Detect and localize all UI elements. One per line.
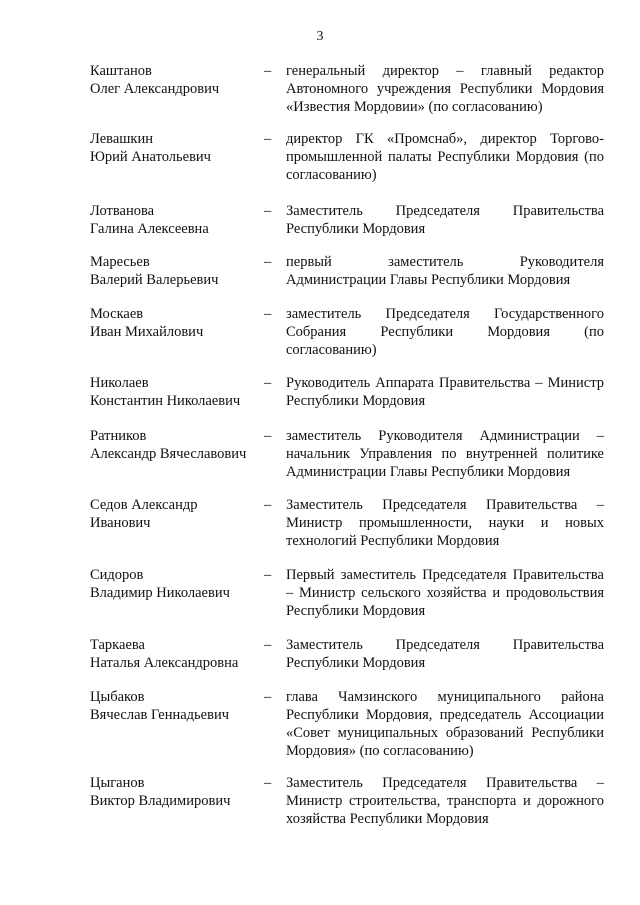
member-role (286, 636, 604, 672)
role-line: Администрации Главы Республики Мордовия (286, 272, 571, 288)
entry-dash: – (264, 254, 272, 270)
member-given-name: Владимир Николаевич (90, 585, 230, 601)
role-line: «Совет муниципальных образований Республики (286, 725, 604, 741)
member-given-name: Галина Алексеевна (90, 221, 209, 237)
member-name (90, 253, 260, 289)
entry-dash: – (264, 689, 272, 705)
member-role (286, 253, 604, 289)
member-role (286, 566, 604, 620)
role-line: Министр промышленности, науки и новых (286, 515, 604, 531)
member-name (90, 374, 260, 410)
page-number: 3 (316, 29, 324, 44)
role-line: генеральный директор – главный редактор (286, 63, 604, 79)
member-role (286, 688, 604, 760)
member-role (286, 496, 604, 550)
member-given-name: Валерий Валерьевич (90, 272, 219, 288)
role-line: Первый заместитель Председателя Правительства (286, 567, 604, 583)
member-name (90, 496, 260, 532)
role-line: заместитель Руководителя Администрации – (286, 428, 604, 444)
role-line: согласованию) (286, 167, 377, 183)
member-name (90, 202, 260, 238)
member-given-name: Виктор Владимирович (90, 793, 231, 809)
member-surname: Маресьев (90, 254, 150, 270)
member-given-name: Юрий Анатольевич (90, 149, 211, 165)
role-line: заместитель Председателя Государственного (286, 306, 604, 322)
member-role (286, 427, 604, 481)
role-line: технологий Республики Мордовия (286, 533, 500, 549)
role-line: Республики Мордовия, председатель Ассоциации (286, 707, 604, 723)
role-line: Мордовия» (по согласованию) (286, 743, 474, 759)
member-role (286, 774, 604, 828)
member-name (90, 688, 260, 724)
member-surname: Левашкин (90, 131, 153, 147)
member-surname: Цыганов (90, 775, 145, 791)
member-role (286, 62, 604, 116)
member-surname: Москаев (90, 306, 144, 322)
role-line: Заместитель Председателя Правительства – (286, 775, 604, 791)
role-line: Собрания Республики Мордовия (по (286, 324, 604, 340)
member-surname: Таркаева (90, 637, 145, 653)
member-given-name: Олег Александрович (90, 81, 220, 97)
member-name (90, 130, 260, 166)
member-surname: Каштанов (90, 63, 152, 79)
member-name (90, 62, 260, 98)
role-line: Заместитель Председателя Правительства (286, 637, 604, 653)
member-surname: Николаев (90, 375, 149, 391)
role-line: Республики Мордовия (286, 603, 426, 619)
member-name (90, 566, 260, 602)
member-surname: Сидоров (90, 567, 144, 583)
entry-dash: – (264, 497, 272, 513)
role-line: Администрации Главы Республики Мордовия (286, 464, 571, 480)
role-line: Министр строительства, транспорта и дорожного (286, 793, 604, 809)
member-surname: Седов Александр (90, 497, 198, 513)
role-line: Республики Мордовия (286, 393, 426, 409)
entry-dash: – (264, 775, 272, 791)
role-line: «Известия Мордовии» (по согласованию) (286, 99, 543, 115)
member-name (90, 427, 260, 463)
member-surname: Ратников (90, 428, 147, 444)
role-line: Руководитель Аппарата Правительства – Министр (286, 375, 604, 391)
entry-dash: – (264, 306, 272, 322)
entry-dash: – (264, 203, 272, 219)
role-line: – Министр сельского хозяйства и продовольствия (286, 585, 604, 601)
entry-dash: – (264, 428, 272, 444)
role-line: Республики Мордовия (286, 221, 426, 237)
role-line: хозяйства Республики Мордовия (286, 811, 489, 827)
member-given-name: Вячеслав Геннадьевич (90, 707, 230, 723)
member-name (90, 774, 260, 810)
member-role (286, 130, 604, 184)
entry-dash: – (264, 375, 272, 391)
role-line: промышленной палаты Республики Мордовия (по (286, 149, 604, 165)
role-line: первый заместитель Руководителя (286, 254, 604, 270)
entry-dash: – (264, 637, 272, 653)
member-role (286, 202, 604, 238)
entry-dash: – (264, 63, 272, 79)
member-given-name: Иванович (90, 515, 151, 531)
member-given-name: Константин Николаевич (90, 393, 241, 409)
member-name (90, 305, 260, 341)
role-line: начальник Управления по внутренней политике (286, 446, 604, 462)
member-given-name: Наталья Александровна (90, 655, 239, 671)
role-line: директор ГК «Промснаб», директор Торгово- (286, 131, 604, 147)
role-line: Заместитель Председателя Правительства – (286, 497, 604, 513)
member-given-name: Иван Михайлович (90, 324, 204, 340)
member-surname: Цыбаков (90, 689, 145, 705)
role-line: Автономного учреждения Республики Мордовия (286, 81, 604, 97)
role-line: согласованию) (286, 342, 377, 358)
member-name (90, 636, 260, 672)
entry-dash: – (264, 131, 272, 147)
member-role (286, 374, 604, 410)
role-line: глава Чамзинского муниципального района (286, 689, 604, 705)
member-surname: Лотванова (90, 203, 155, 219)
member-given-name: Александр Вячеславович (90, 446, 247, 462)
member-role (286, 305, 604, 359)
role-line: Заместитель Председателя Правительства (286, 203, 604, 219)
role-line: Республики Мордовия (286, 655, 426, 671)
entry-dash: – (264, 567, 272, 583)
